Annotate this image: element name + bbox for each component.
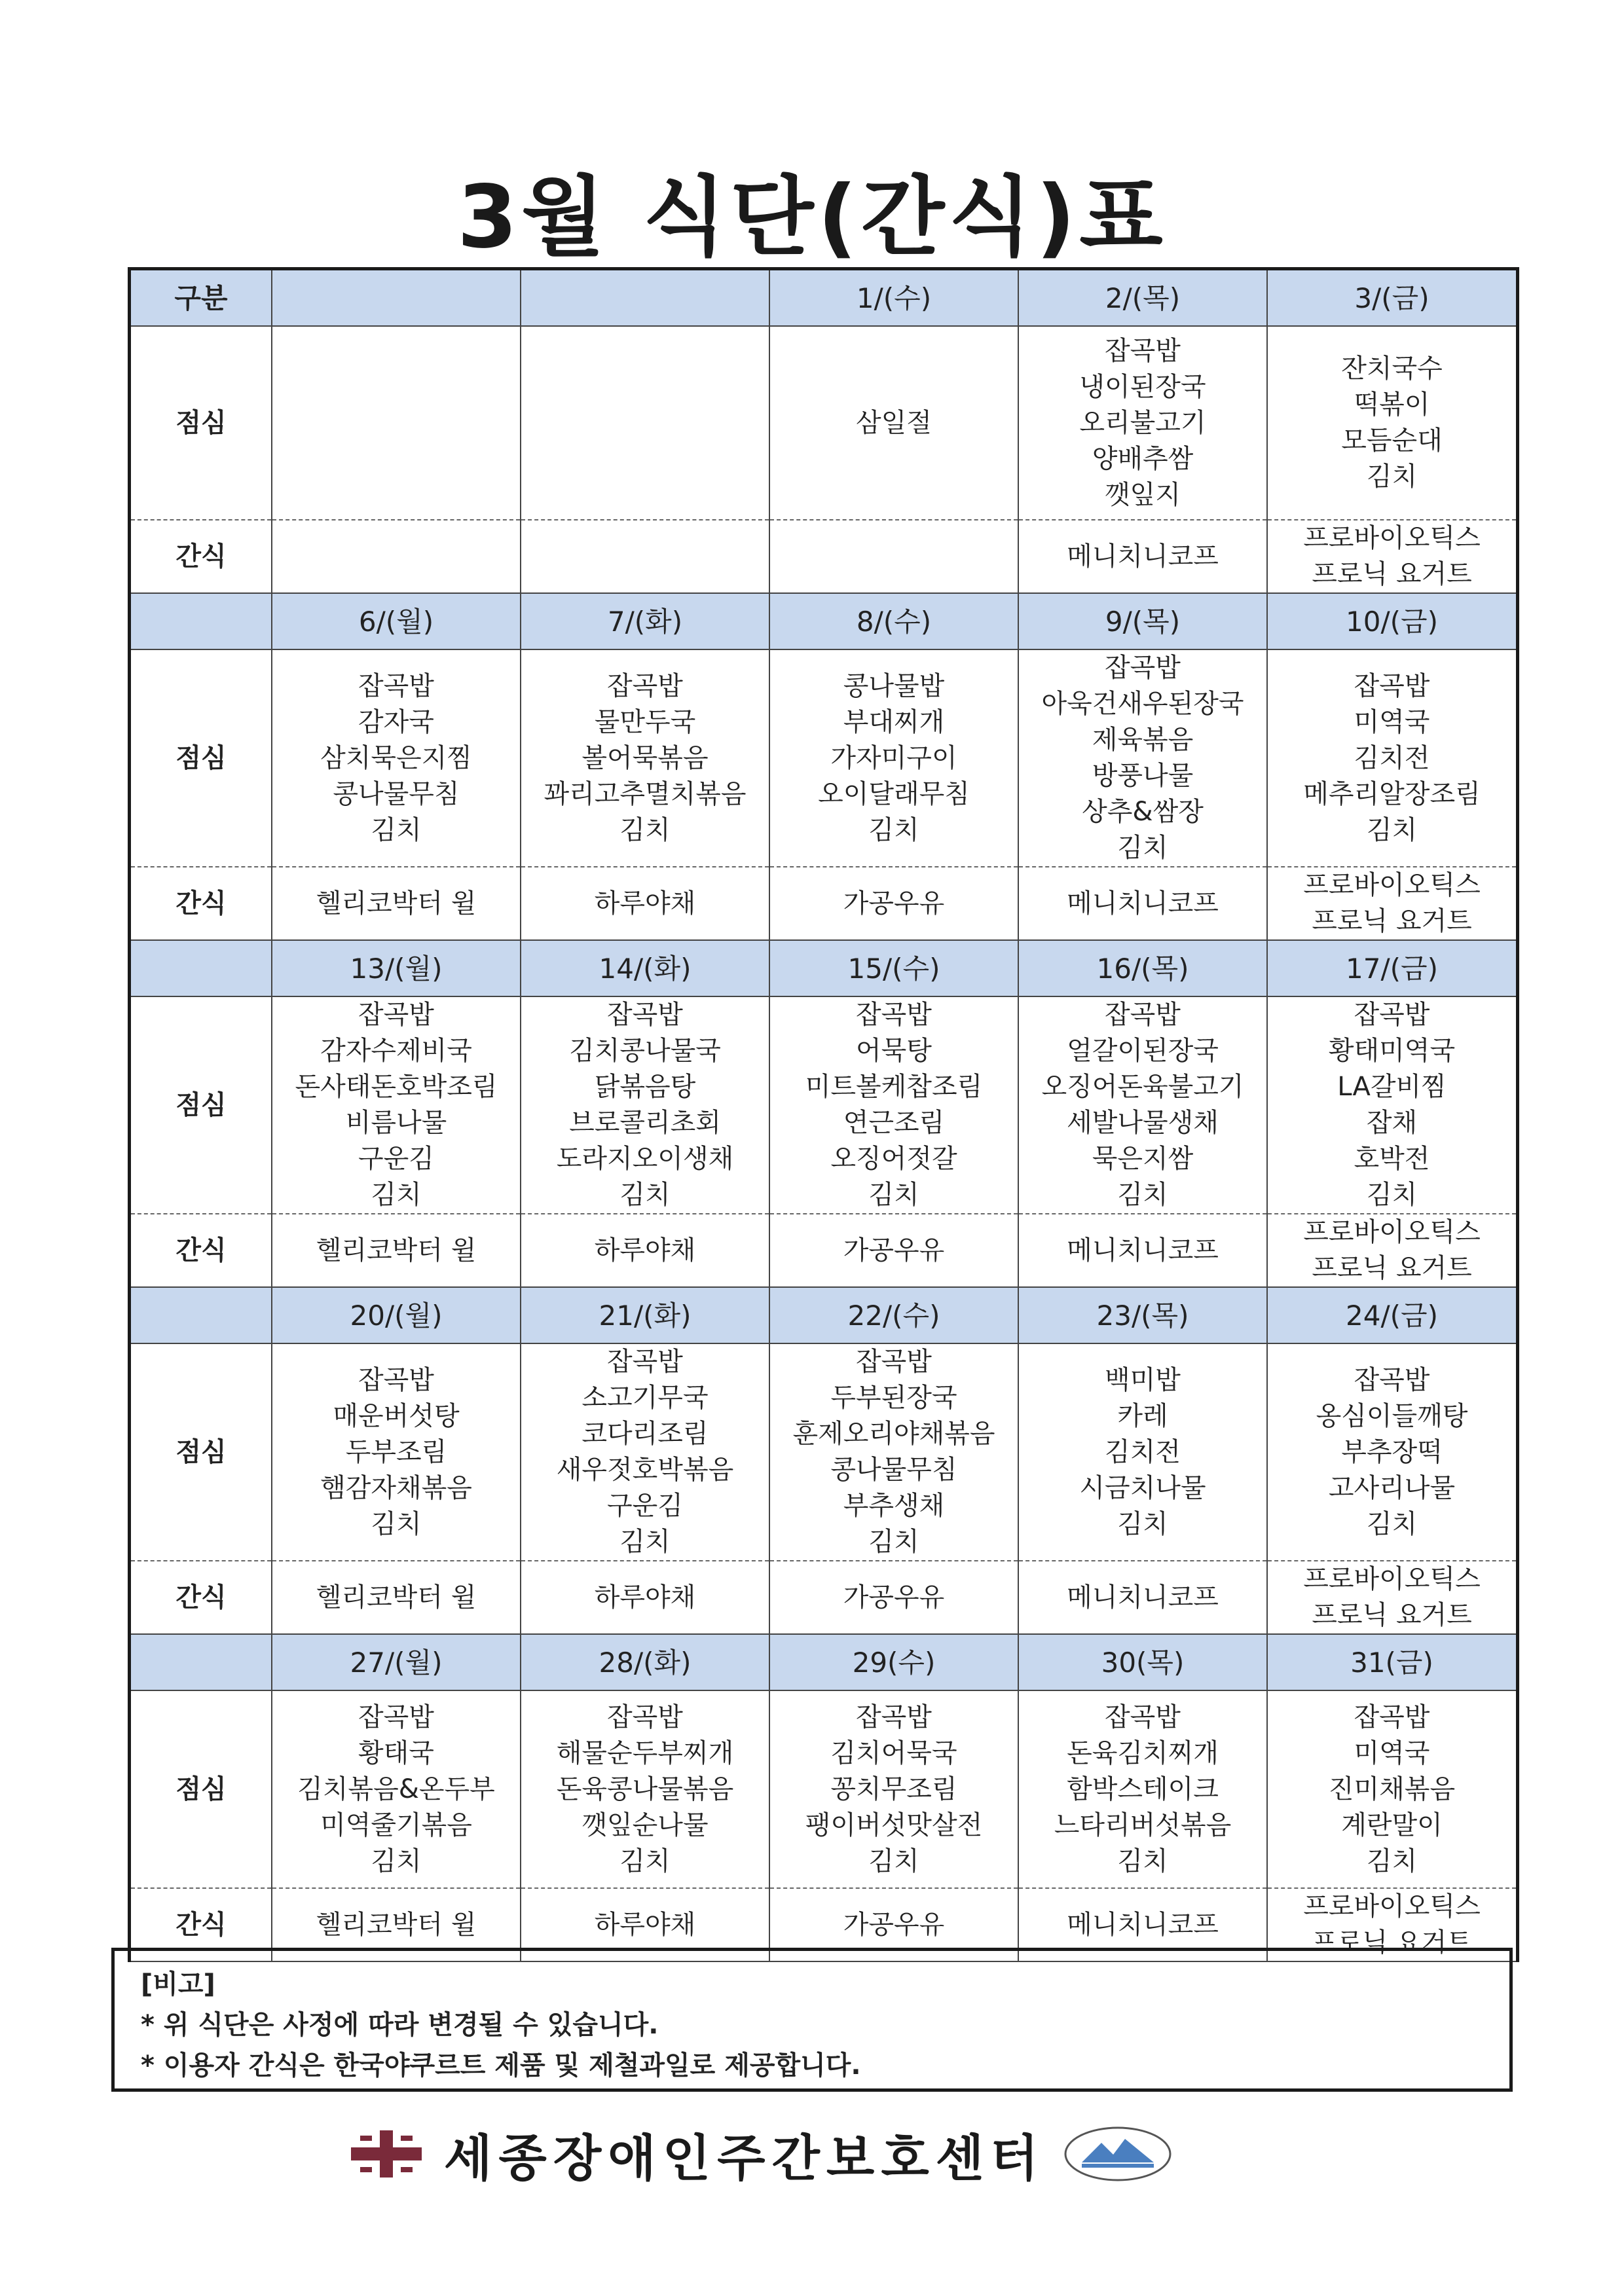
menu-item: 팽이버섯맛살전: [805, 1810, 983, 1840]
snack-item: 하루야채: [594, 888, 696, 919]
snack-cell: [1267, 1214, 1516, 1287]
menu-item: 구운김: [358, 1144, 434, 1174]
day-date: 3/(금): [1267, 270, 1516, 326]
menu-item: 미역줄기볶음: [320, 1810, 472, 1840]
day-date: 27/(월): [272, 1634, 521, 1690]
snack-label: 간식: [131, 1214, 272, 1287]
lunch-cell: [1267, 1343, 1516, 1561]
menu-item: 잡곡밥: [607, 1347, 683, 1377]
menu-item: LA갈비찜: [1337, 1072, 1447, 1102]
snack-cell: [1267, 867, 1516, 940]
menu-item: 콩나물무침: [333, 778, 460, 809]
menu-item: 얼갈이된장국: [1067, 1036, 1219, 1066]
menu-item: 김치: [1117, 833, 1168, 863]
menu-item: 코다리조림: [581, 1419, 709, 1449]
category-label: [131, 940, 272, 996]
week-header-row: [131, 1634, 1516, 1690]
menu-item: 김치: [619, 1180, 671, 1210]
snack-cell: [769, 1214, 1018, 1287]
menu-item: 방풍나물: [1092, 761, 1194, 791]
snack-label: 간식: [131, 1888, 272, 1961]
menu-item: 오징어젓갈: [830, 1144, 957, 1174]
menu-item: 잡곡밥: [358, 1702, 434, 1732]
menu-item: 어묵탕: [856, 1036, 932, 1066]
menu-item: 김치: [1117, 1508, 1168, 1539]
lunch-cell: [272, 1690, 521, 1888]
lunch-cell: [272, 326, 521, 520]
snack-item: 프로바이오틱스: [1303, 1217, 1481, 1247]
snack-item: 헬리코박터 윌: [316, 888, 477, 919]
week-header-row: [131, 593, 1516, 649]
menu-item: 새우젓호박볶음: [556, 1455, 734, 1485]
menu-item: 잡곡밥: [358, 1364, 434, 1395]
menu-item: 묵은지쌈: [1092, 1144, 1194, 1174]
lunch-cell: [769, 326, 1018, 520]
lunch-label: 점심: [131, 1343, 272, 1561]
page-title: 3월 식단(간식)표: [457, 167, 1167, 268]
lunch-label: 점심: [131, 1690, 272, 1888]
menu-item: 김치어묵국: [830, 1738, 957, 1768]
menu-table: [128, 267, 1519, 1962]
menu-item: 미역국: [1354, 706, 1430, 737]
menu-item: 잡곡밥: [358, 670, 434, 701]
menu-item: 황태미역국: [1328, 1036, 1456, 1066]
menu-item: 김치전: [1105, 1436, 1181, 1467]
menu-item: 김치: [1366, 1846, 1418, 1876]
menu-item: 잡채: [1366, 1108, 1418, 1138]
menu-item: 제육볶음: [1092, 725, 1194, 755]
snack-item: 가공우유: [843, 888, 945, 919]
menu-item: 브로콜리초회: [569, 1108, 721, 1138]
lunch-cell: [1018, 326, 1267, 520]
menu-item: 깻잎순나물: [581, 1810, 709, 1840]
snack-item: 메니치니코프: [1067, 541, 1219, 572]
notes-title: [비고]: [141, 1969, 215, 1999]
menu-item: 꽈리고추멸치볶음: [544, 778, 747, 809]
menu-item: 양배추쌈: [1092, 443, 1194, 474]
snack-cell: [1267, 520, 1516, 593]
menu-item: 오징어돈육불고기: [1041, 1072, 1244, 1102]
menu-item: 김치: [619, 814, 671, 845]
menu-item: 감자국: [358, 706, 434, 737]
snack-item: 가공우유: [843, 1582, 945, 1613]
menu-item: 콩나물무침: [830, 1455, 957, 1485]
snack-item: 가공우유: [843, 1235, 945, 1266]
day-date: [521, 270, 769, 326]
menu-item: 아욱건새우된장국: [1041, 689, 1244, 719]
menu-item: 잡곡밥: [1105, 1000, 1181, 1030]
snack-cell: [521, 867, 769, 940]
category-label: [131, 1287, 272, 1343]
lunch-cell: [1267, 1690, 1516, 1888]
menu-item: 두부조림: [345, 1436, 447, 1467]
snack-item: 프로닉 요거트: [1312, 906, 1472, 936]
lunch-cell: [769, 996, 1018, 1214]
day-date: 28/(화): [521, 1634, 769, 1690]
day-date: 16/(목): [1018, 940, 1267, 996]
menu-item: 김치: [371, 1846, 422, 1876]
snack-item: 프로바이오틱스: [1303, 1564, 1481, 1594]
lunch-cell: [1018, 649, 1267, 867]
menu-item: 부추생채: [843, 1491, 945, 1521]
lunch-cell: [521, 326, 769, 520]
snack-item: 하루야채: [594, 1909, 696, 1940]
menu-item: 잡곡밥: [1354, 1364, 1430, 1395]
menu-item: 호박전: [1354, 1144, 1430, 1174]
day-date: 23/(목): [1018, 1287, 1267, 1343]
lunch-cell: [769, 1690, 1018, 1888]
day-date: 20/(월): [272, 1287, 521, 1343]
snack-item: 하루야채: [594, 1582, 696, 1613]
menu-item: 볼어묵볶음: [581, 742, 709, 773]
snack-row: [131, 520, 1516, 593]
menu-item: 소고기무국: [581, 1383, 709, 1413]
day-date: 8/(수): [769, 593, 1018, 649]
lunch-cell: [272, 996, 521, 1214]
category-label: [131, 593, 272, 649]
menu-item: 잡곡밥: [358, 1000, 434, 1030]
menu-item: 시금치나물: [1079, 1472, 1206, 1503]
lunch-cell: [272, 1343, 521, 1561]
menu-item: 김치: [1366, 1508, 1418, 1539]
menu-item: 잡곡밥: [607, 1702, 683, 1732]
menu-item: 깻잎지: [1105, 479, 1181, 510]
lunch-cell: [1018, 996, 1267, 1214]
menu-item: 잡곡밥: [1354, 1000, 1430, 1030]
menu-item: 삼일절: [856, 407, 932, 438]
menu-item: 돈사태돈호박조림: [295, 1072, 498, 1102]
snack-item: 프로닉 요거트: [1312, 1253, 1472, 1283]
snack-cell: [769, 520, 1018, 593]
lunch-row: [131, 996, 1516, 1214]
snack-cell: [769, 1561, 1018, 1634]
menu-item: 떡볶이: [1354, 390, 1430, 420]
menu-item: 두부된장국: [830, 1383, 957, 1413]
snack-item: 가공우유: [843, 1909, 945, 1940]
menu-item: 김치: [619, 1846, 671, 1876]
lunch-row: [131, 326, 1516, 520]
snack-item: 프로닉 요거트: [1312, 559, 1472, 589]
menu-item: 가자미구이: [830, 742, 957, 773]
org-name: 세종장애인주간보호센터: [444, 2128, 1045, 2187]
day-date: 7/(화): [521, 593, 769, 649]
snack-item: 헬리코박터 윌: [316, 1235, 477, 1266]
category-label: 구분: [131, 270, 272, 326]
menu-item: 잡곡밥: [1105, 653, 1181, 683]
menu-item: 김치: [1366, 462, 1418, 492]
menu-item: 비름나물: [345, 1108, 447, 1138]
snack-row: [131, 1214, 1516, 1287]
lunch-cell: [769, 1343, 1018, 1561]
lunch-cell: [1267, 326, 1516, 520]
footer: [347, 2111, 1173, 2196]
lunch-cell: [769, 649, 1018, 867]
snack-item: 하루야채: [594, 1235, 696, 1266]
snack-cell: [1018, 520, 1267, 593]
snack-item: 메니치니코프: [1067, 1909, 1219, 1940]
day-date: 31(금): [1267, 1634, 1516, 1690]
lunch-cell: [1018, 1343, 1267, 1561]
menu-item: 김치: [1366, 1180, 1418, 1210]
menu-table-grid: [131, 270, 1516, 1962]
day-date: 14/(화): [521, 940, 769, 996]
snack-cell: [521, 1214, 769, 1287]
snack-cell: [1018, 867, 1267, 940]
snack-row: [131, 1561, 1516, 1634]
menu-item: 김치콩나물국: [569, 1036, 721, 1066]
lunch-label: 점심: [131, 649, 272, 867]
snack-item: 프로바이오틱스: [1303, 523, 1481, 553]
menu-item: 훈제오리야채볶음: [792, 1419, 995, 1449]
menu-item: 김치볶음&온두부: [297, 1774, 495, 1804]
menu-item: 구운김: [607, 1491, 683, 1521]
menu-item: 메추리알장조림: [1303, 778, 1481, 809]
menu-item: 김치: [868, 1846, 919, 1876]
snack-label: 간식: [131, 520, 272, 593]
menu-item: 감자수제비국: [320, 1036, 472, 1066]
lunch-cell: [1267, 996, 1516, 1214]
day-date: 17/(금): [1267, 940, 1516, 996]
snack-row: [131, 867, 1516, 940]
day-date: 13/(월): [272, 940, 521, 996]
menu-item: 잡곡밥: [1354, 1702, 1430, 1732]
day-date: 6/(월): [272, 593, 521, 649]
menu-item: 옹심이들깨탕: [1316, 1400, 1468, 1431]
menu-item: 오리불고기: [1079, 407, 1206, 438]
snack-cell: [1018, 1561, 1267, 1634]
lunch-cell: [521, 1343, 769, 1561]
menu-item: 잡곡밥: [856, 1000, 932, 1030]
snack-cell: [1018, 1214, 1267, 1287]
lunch-row: [131, 1690, 1516, 1888]
menu-item: 도라지오이생채: [556, 1144, 734, 1174]
notes-line: * 위 식단은 사정에 따라 변경될 수 있습니다.: [141, 2010, 659, 2040]
menu-item: 김치: [371, 814, 422, 845]
snack-label: 간식: [131, 867, 272, 940]
day-date: 22/(수): [769, 1287, 1018, 1343]
menu-item: 물만두국: [594, 706, 696, 737]
day-date: 21/(화): [521, 1287, 769, 1343]
menu-item: 꽁치무조림: [830, 1774, 957, 1804]
menu-item: 해물순두부찌개: [556, 1738, 734, 1768]
notes-line: * 이용자 간식은 한국야쿠르트 제품 및 제철과일로 제공합니다.: [141, 2050, 861, 2081]
lunch-cell: [272, 649, 521, 867]
menu-item: 햄감자채볶음: [320, 1472, 472, 1503]
menu-item: 진미채볶음: [1328, 1774, 1456, 1804]
snack-item: 메니치니코프: [1067, 1582, 1219, 1613]
notes-box: [111, 1948, 1513, 2092]
menu-item: 김치: [868, 1527, 919, 1557]
snack-cell: [521, 1561, 769, 1634]
snack-item: 헬리코박터 윌: [316, 1909, 477, 1940]
menu-item: 냉이된장국: [1079, 371, 1206, 402]
menu-item: 잡곡밥: [1354, 670, 1430, 701]
snack-label: 간식: [131, 1561, 272, 1634]
menu-item: 김치: [868, 1180, 919, 1210]
menu-item: 김치: [1117, 1846, 1168, 1876]
snack-item: 프로닉 요거트: [1312, 1600, 1472, 1630]
menu-item: 돈육콩나물볶음: [556, 1774, 734, 1804]
menu-item: 삼치묵은지찜: [320, 742, 472, 773]
day-date: 15/(수): [769, 940, 1018, 996]
snack-cell: [272, 1214, 521, 1287]
snack-cell: [272, 1561, 521, 1634]
menu-item: 상추&쌈장: [1082, 797, 1204, 827]
snack-item: 헬리코박터 윌: [316, 1582, 477, 1613]
cross-logo-icon: [347, 2128, 426, 2180]
snack-cell: [1267, 1561, 1516, 1634]
menu-item: 연근조림: [843, 1108, 945, 1138]
snack-item: 메니치니코프: [1067, 888, 1219, 919]
lunch-cell: [1018, 1690, 1267, 1888]
menu-item: 잡곡밥: [607, 670, 683, 701]
category-label: [131, 1634, 272, 1690]
day-date: 10/(금): [1267, 593, 1516, 649]
menu-item: 잔치국수: [1341, 354, 1443, 384]
menu-item: 세발나물생채: [1067, 1108, 1219, 1138]
menu-item: 미역국: [1354, 1738, 1430, 1768]
day-date: [272, 270, 521, 326]
menu-item: 잡곡밥: [856, 1702, 932, 1732]
lunch-cell: [1267, 649, 1516, 867]
menu-item: 모듬순대: [1341, 426, 1443, 456]
day-date: 24/(금): [1267, 1287, 1516, 1343]
menu-item: 고사리나물: [1328, 1472, 1456, 1503]
week-header-row: [131, 1287, 1516, 1343]
menu-item: 김치: [1117, 1180, 1168, 1210]
menu-item: 느타리버섯볶음: [1054, 1810, 1232, 1840]
menu-item: 김치: [868, 814, 919, 845]
menu-item: 김치: [619, 1527, 671, 1557]
lunch-cell: [521, 996, 769, 1214]
menu-item: 김치: [371, 1180, 422, 1210]
snack-cell: [272, 520, 521, 593]
menu-item: 황태국: [358, 1738, 434, 1768]
week-header-row: [131, 940, 1516, 996]
snack-item: 프로바이오틱스: [1303, 1891, 1481, 1922]
day-date: 30(목): [1018, 1634, 1267, 1690]
menu-item: 김치전: [1354, 742, 1430, 773]
menu-item: 함박스테이크: [1067, 1774, 1219, 1804]
menu-item: 오이달래무침: [818, 778, 970, 809]
menu-item: 잡곡밥: [1105, 1702, 1181, 1732]
snack-cell: [272, 867, 521, 940]
week-header-row: [131, 270, 1516, 326]
menu-item: 매운버섯탕: [333, 1400, 460, 1431]
lunch-cell: [521, 1690, 769, 1888]
menu-item: 부대찌개: [843, 706, 945, 737]
snack-cell: [769, 867, 1018, 940]
lunch-label: 점심: [131, 996, 272, 1214]
snack-cell: [521, 520, 769, 593]
menu-item: 잡곡밥: [1105, 335, 1181, 366]
menu-item: 부추장떡: [1341, 1436, 1443, 1467]
lunch-row: [131, 649, 1516, 867]
day-date: 2/(목): [1018, 270, 1267, 326]
menu-item: 닭볶음탕: [594, 1072, 696, 1102]
menu-item: 김치: [371, 1508, 422, 1539]
menu-item: 콩나물밥: [843, 670, 945, 701]
menu-item: 돈육김치찌개: [1067, 1738, 1219, 1768]
menu-item: 카레: [1117, 1400, 1168, 1431]
menu-item: 김치: [1366, 814, 1418, 845]
menu-item: 잡곡밥: [607, 1000, 683, 1030]
menu-item: 미트볼케찹조림: [805, 1072, 983, 1102]
menu-item: 백미밥: [1105, 1364, 1181, 1395]
snack-item: 프로바이오틱스: [1303, 870, 1481, 900]
lunch-label: 점심: [131, 326, 272, 520]
snack-item: 프로닉 요거트: [1312, 1927, 1472, 1958]
mountain-seal-icon: [1062, 2124, 1173, 2183]
snack-item: 메니치니코프: [1067, 1235, 1219, 1266]
day-date: 9/(목): [1018, 593, 1267, 649]
menu-item: 잡곡밥: [856, 1347, 932, 1377]
lunch-row: [131, 1343, 1516, 1561]
menu-item: 계란말이: [1341, 1810, 1443, 1840]
day-date: 1/(수): [769, 270, 1018, 326]
day-date: 29(수): [769, 1634, 1018, 1690]
lunch-cell: [521, 649, 769, 867]
